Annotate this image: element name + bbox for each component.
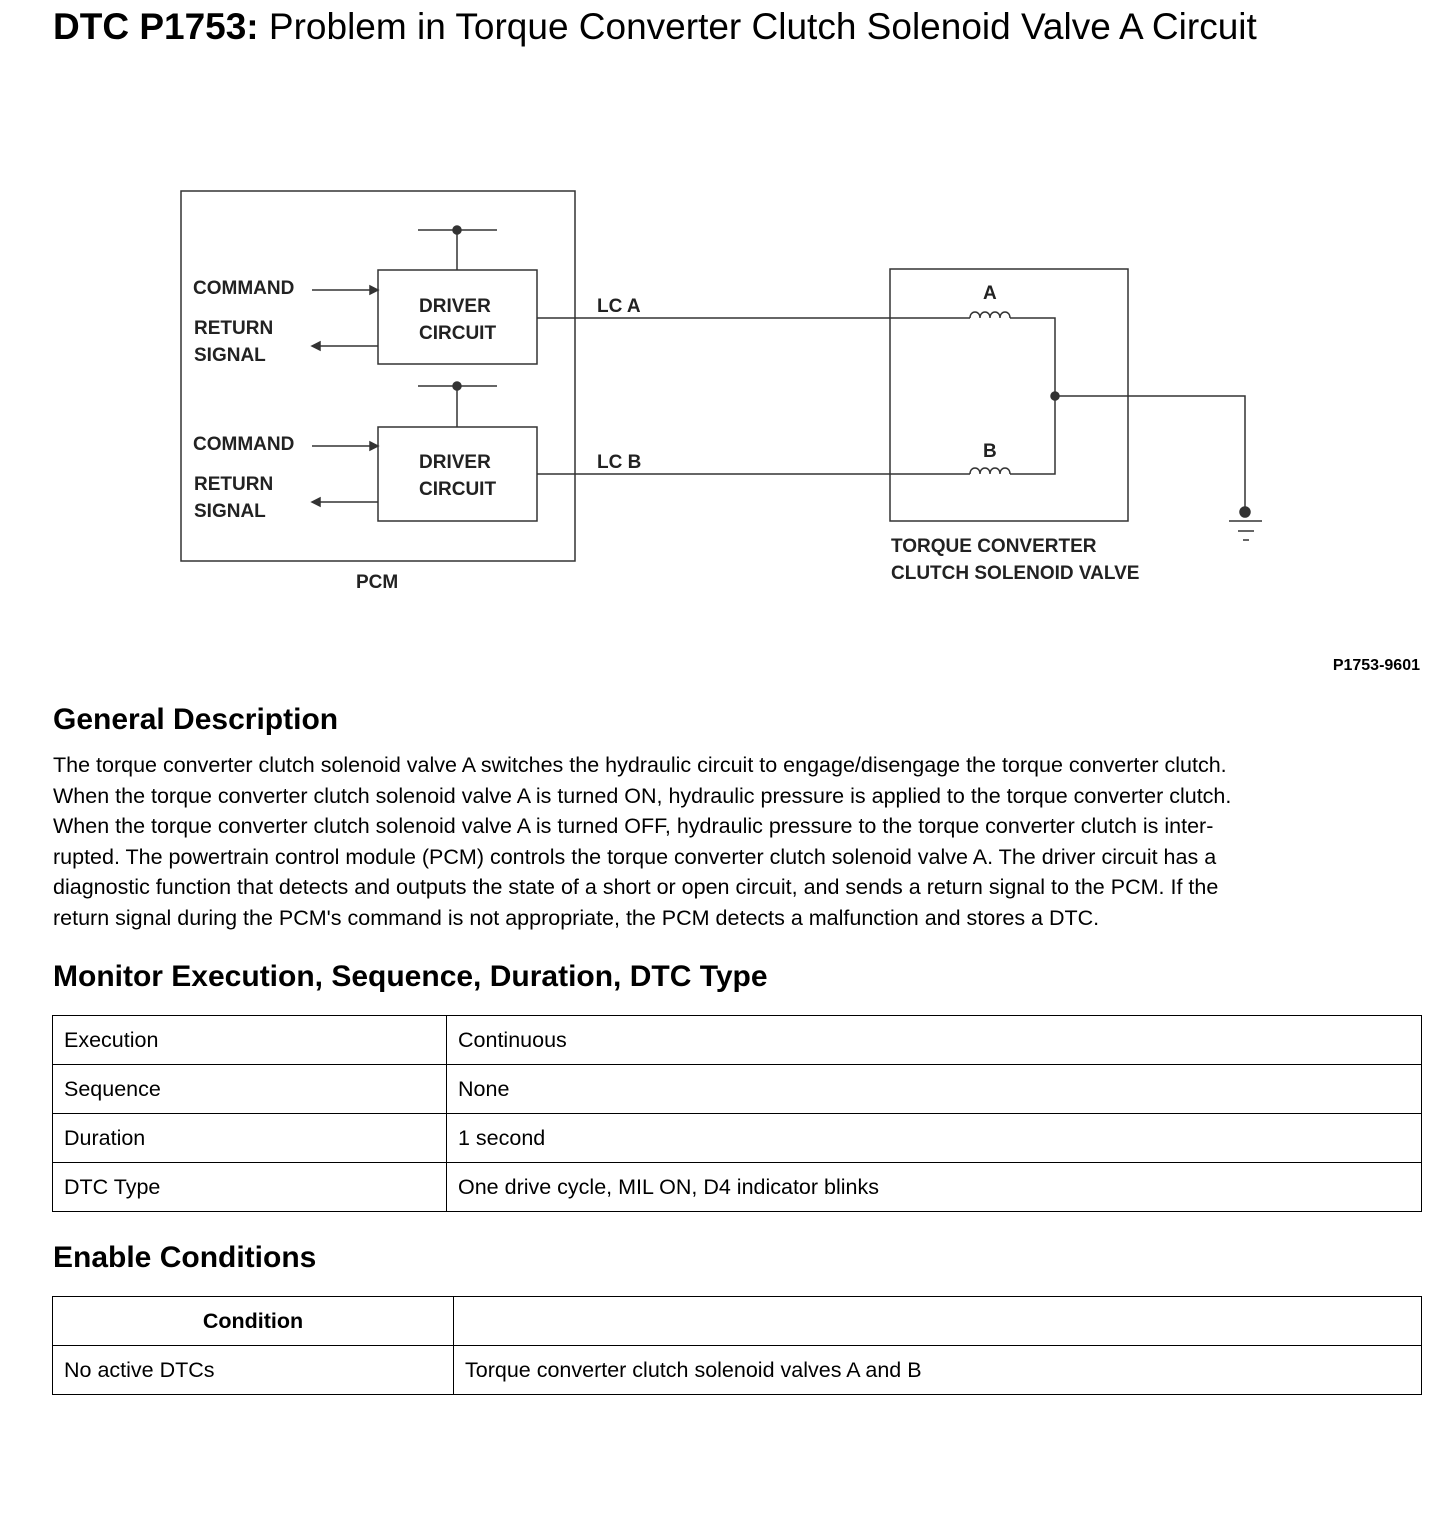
return-label-2: RETURN <box>194 474 274 495</box>
para-line: When the torque converter clutch solenoid valve A is turned OFF, hydraulic pressure to the torque converter clutch is inter- <box>53 814 1214 838</box>
driver-circuit-1 <box>378 270 537 364</box>
circuit-diagram <box>0 0 1456 620</box>
cell: None <box>447 1065 1422 1114</box>
table-row <box>53 1346 1422 1395</box>
table-row <box>53 1114 1422 1163</box>
cell: One drive cycle, MIL ON, D4 indicator blinks <box>447 1163 1422 1212</box>
command-label-2: COMMAND <box>193 434 295 455</box>
lca-label: LC A <box>597 296 641 317</box>
return-label-1: RETURN <box>194 318 274 339</box>
coil-b-label: B <box>983 441 997 462</box>
para-line: return signal during the PCM's command is not appropriate, the PCM detects a malfunction and stores a DTC. <box>53 905 1100 930</box>
dtc-code: DTC P1753: <box>53 6 259 47</box>
table-row <box>53 1065 1422 1114</box>
tcc-label-1: TORQUE CONVERTER <box>891 536 1097 557</box>
driver-label-1: DRIVER <box>419 296 491 317</box>
pcm-label: PCM <box>356 572 399 593</box>
table-header-row <box>53 1297 1422 1346</box>
coil-b-icon <box>970 468 1010 474</box>
header-cell: Condition <box>53 1297 454 1346</box>
command-label-1: COMMAND <box>193 278 295 299</box>
para-line: diagnostic function that detects and outputs the state of a short or open circuit, and sends a return signal to the PCM. If the <box>53 875 1219 899</box>
cell: Sequence <box>53 1065 447 1114</box>
monitor-table <box>52 1015 1422 1212</box>
table-row <box>53 1016 1422 1065</box>
para-line: rupted. The powertrain control module (PCM) controls the torque converter clutch solenoid valve A. The driver circuit has a <box>53 844 1217 869</box>
general-description-text <box>53 750 1433 933</box>
cell: Execution <box>53 1016 447 1065</box>
monitor-heading: Monitor Execution, Sequence, Duration, DTC Type <box>53 960 768 993</box>
driver-circuit-2 <box>378 427 537 521</box>
tcc-label-2: CLUTCH SOLENOID VALVE <box>891 563 1140 584</box>
coil-a-icon <box>970 312 1010 318</box>
figure-id: P1753-9601 <box>1332 657 1420 674</box>
dtc-title: Problem in Torque Converter Clutch Solenoid Valve A Circuit <box>268 6 1257 47</box>
driver-label-2: DRIVER <box>419 452 491 473</box>
signal-label-1: SIGNAL <box>194 345 266 366</box>
coil-a-label: A <box>983 283 997 304</box>
lcb-label: LC B <box>597 452 642 473</box>
cell: Torque converter clutch solenoid valves A and B <box>454 1346 1422 1395</box>
circuit-label-1: CIRCUIT <box>419 323 497 344</box>
enable-conditions-heading: Enable Conditions <box>53 1241 317 1274</box>
enable-conditions-table <box>52 1296 1422 1395</box>
para-line: The torque converter clutch solenoid valve A switches the hydraulic circuit to engage/disengage the torque converter clutch. <box>53 753 1227 777</box>
general-description-heading: General Description <box>53 703 339 736</box>
cell: DTC Type <box>53 1163 447 1212</box>
cell: Duration <box>53 1114 447 1163</box>
ground-icon <box>1240 507 1250 517</box>
signal-label-2: SIGNAL <box>194 501 266 522</box>
cell: No active DTCs <box>53 1346 454 1395</box>
table-row <box>53 1163 1422 1212</box>
cell: 1 second <box>447 1114 1422 1163</box>
tcc-solenoid-box <box>890 269 1128 521</box>
header-cell <box>454 1297 1422 1346</box>
cell: Continuous <box>447 1016 1422 1065</box>
para-line: When the torque converter clutch solenoid valve A is turned ON, hydraulic pressure is applied to the torque converter clutch. <box>53 783 1232 808</box>
circuit-label-2: CIRCUIT <box>419 479 497 500</box>
